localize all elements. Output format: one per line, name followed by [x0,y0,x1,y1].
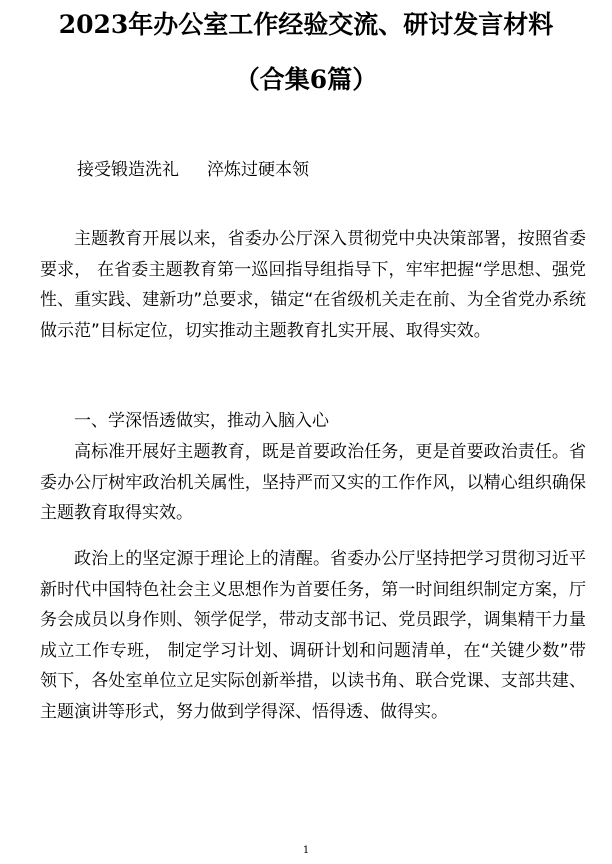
page-number: 1 [302,845,310,856]
paragraph-section1-1: 高标准开展好主题教育，既是首要政治任务，更是首要政治责任。省委办公厅树牢政治机关属性，坚持严而又实的工作作风，以精心组织确保主题教育取得实效。 [40,442,586,523]
paragraph-intro: 主题教育开展以来，省委办公厅深入贯彻党中央决策部署，按照省委要求， 在省委主题教育第一巡回指导组指导下，牢牢把握“学思想、强党性、重实践、建新功”总要求，锚定“在省级机关走在前、为全省党办系统做示范”目标定位，切实推动主题教育扎实开展、取得实效。 [40,229,586,341]
section-heading-1: 一、学深悟透做实，推动入脑入心 [74,411,329,431]
document-title-collection-note: （合集6篇） [234,65,378,94]
article-title-part-2: 淬炼过硬本领 [207,160,309,180]
article-title-part-1: 接受锻造洗礼 [77,160,179,180]
paragraph-section1-2: 政治上的坚定源于理论上的清醒。省委办公厅坚持把学习贯彻习近平新时代中国特色社会主义思想作为首要任务，第一时间组织制定方案，厅务会成员以身作则、领学促学，带动支部书记、党员跟学，调集精干力量成立工作专班， 制定学习计划、调研计划和问题清单，在“关键少数”带领下，各处室单位立足实际创新举措，以读书角、联合党课、支部共建、主题演讲等形式，努力做到学得深、悟得透、做得实。 [40,549,586,722]
article-title [77,155,309,185]
document-title: 2023年办公室工作经验交流、研讨发言材料 [58,10,554,39]
